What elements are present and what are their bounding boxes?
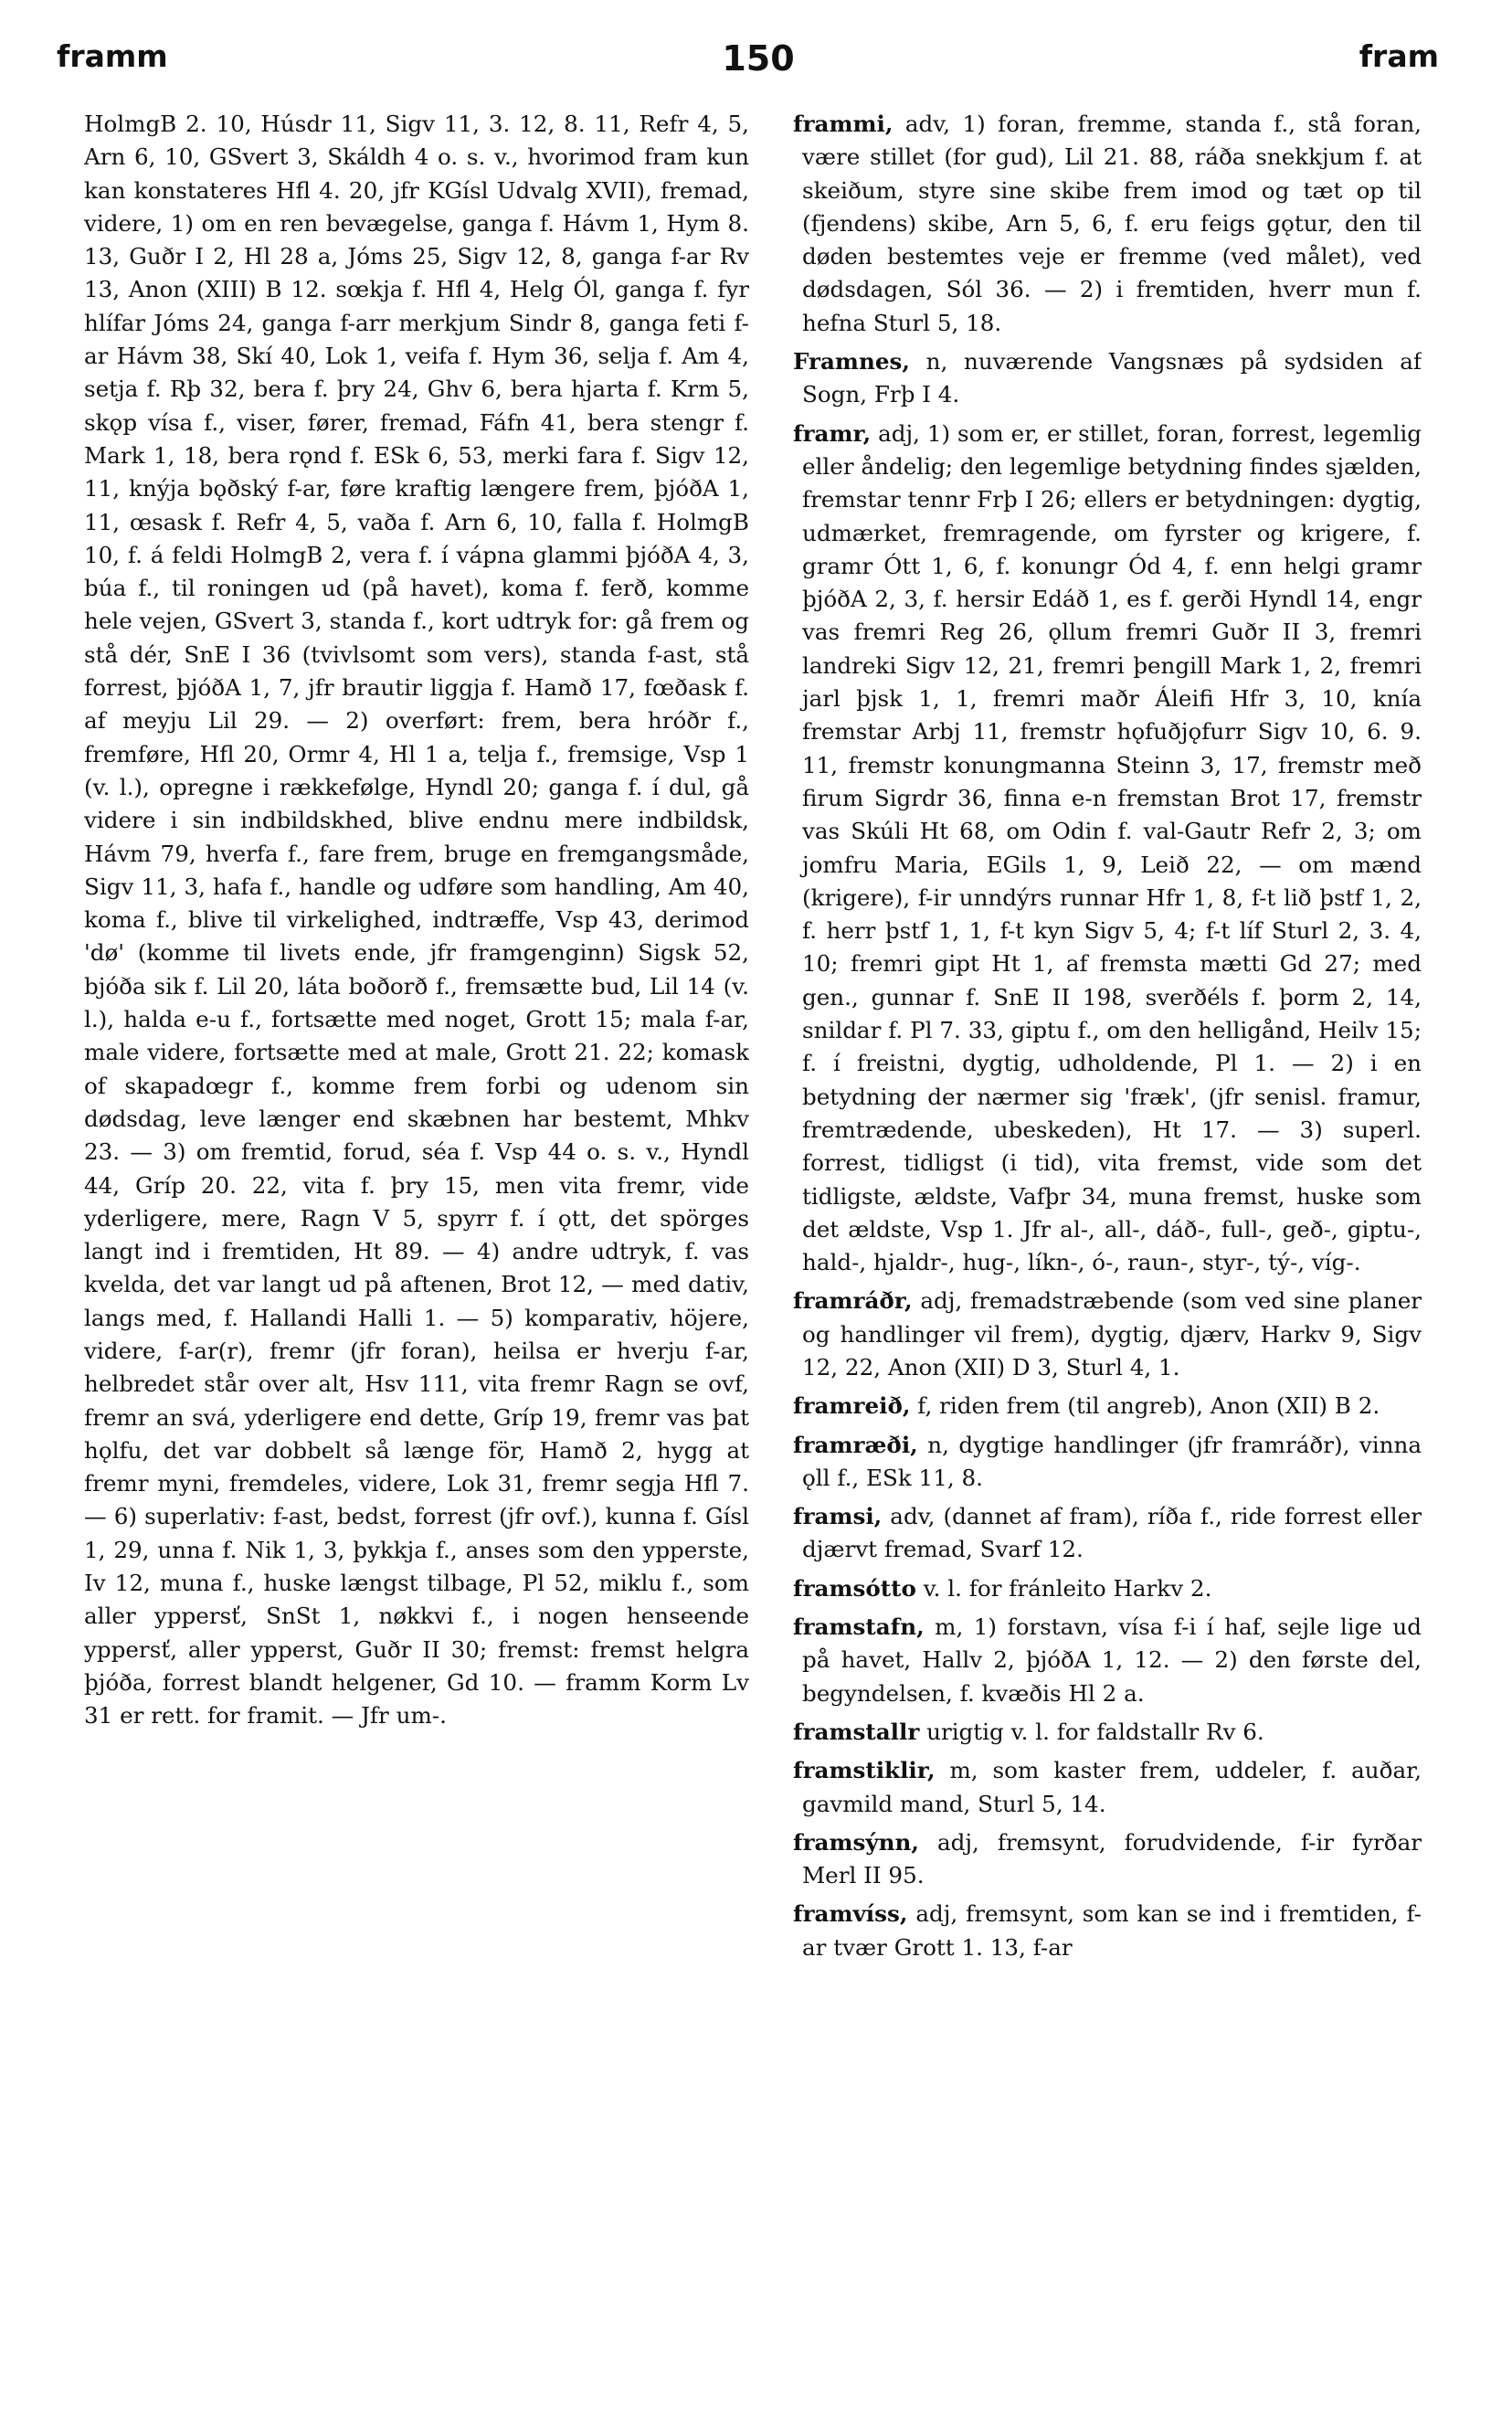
entry-body: m, som kaster frem, uddeler, f. auðar, gavmild mand, Sturl 5, 14. [802,1757,1422,1817]
running-head-right: fram [1359,38,1439,74]
entry-body: adj, 1) som er, er stillet, foran, forrest, legemlig eller åndelig; den legemlige betydning findes sjælden, fremstar tennr Frþ I 26; ellers er betydningen: dygtig, udmærket, fremragende, om fyrster og krigere, f. gramr Ótt 1, 6, f. konungr Ód 4, f. enn helgi gramr þjóðA 2, 3, f. hersir Edáð 1, es f. gerði Hyndl 14, engr vas fremri Reg 26, ǫllum fremri Guðr II 3, fremri landreki Sigv 12, 21, fremri þengill Mark 1, 2, fremri jarl þjsk 1, 1, fremri maðr Áleifi Hfr 3, 10, knía fremstar Arbj 11, fremstr hǫfuðjǫfurr Sigv 10, 6. 9. 11, fremstr konungmanna Steinn 3, 17, fremstr með firum Sigrdr 36, finna e-n fremstan Brot 17, fremstr vas Skúli Ht 68, om Odin f. val-Gautr Refr 2, 3; om jomfru Maria, EGils 1, 9, Leið 22, — om mænd (krigere), f-ir unndýrs runnar Hfr 1, 8, f-t lið þstf 1, 2, f. herr þstf 1, 1, f-t kyn Sigv 5, 4; f-t líf Sturl 2, 3. 4, 10; fremri gipt Ht 1, af fremsta mætti Gd 27; med gen., gunnar f. SnE II 198, sverðéls f. þorm 2, 14, snildar f. Pl 7. 33, giptu f., om den helligånd, Heilv 15; f. í freistni, dygtig, udholdende, Pl 1. — 2) i en betydning der nærmer sig 'fræk', (jfr senisl. framur, fremtrædende, ubeskeden), Ht 17. — 3) superl. forrest, tidligst (i tid), vita fremst, vide som det tidligste, ældste, Vafþr 34, muna fremst, huske som det ældste, Vsp 1. Jfr al-, all-, dáð-, full-, geð-, giptu-, hald-, hjaldr-, hug-, líkn-, ó-, raun-, styr-, tý-, víg-. [802,419,1422,1276]
headword: framráðr, [793,1287,913,1315]
dictionary-entry [793,345,1422,412]
dictionary-entry [793,1572,1422,1605]
headword: framstiklir, [793,1757,936,1784]
entry-body: f, riden frem (til angreb), Anon (XII) B 2. [910,1392,1380,1420]
entry-body: adj, fremsynt, forudvidende, f-ir fyrðar Merl II 95. [802,1828,1422,1889]
dictionary-entry [793,1716,1422,1749]
dictionary-entry [793,1390,1422,1423]
headword: framsi, [793,1503,883,1530]
headword: framreið, [793,1392,911,1420]
dictionary-entry [793,108,1422,340]
headword: frammi, [793,111,893,137]
dictionary-entry [793,1898,1422,1964]
entry-body: adv, (dannet af fram), ríða f., ride forrest eller djærvt fremad, Svarf 12. [802,1503,1422,1563]
entry-body: v. l. for fránleito Harkv 2. [915,1574,1212,1602]
entry-body: adj, fremadstræbende (som ved sine planer og handlinger vil frem), dygtig, djærv, Harkv 9, Sigv 12, 22, Anon (XII) D 3, Sturl 4, 1. [802,1287,1422,1381]
entry-body: n, nuværende Vangsnæs på sydsiden af Sogn, Frþ I 4. [802,348,1422,408]
entry-body: urigtig v. l. for faldstallr Rv 6. [919,1718,1264,1745]
headword: framstallr [793,1718,920,1745]
left-column [84,108,749,2387]
entry-continuation: HolmgB 2. 10, Húsdr 11, Sigv 11, 3. 12, 8. 11, Refr 4, 5, Arn 6, 10, GSvert 3, Skáldh 4 o. s. v., hvorimod fram kun kan konstateres Hfl 4. 20, jfr KGísl Udvalg XVII), fremad, videre, 1) om en ren bevægelse, ganga f. Hávm 1, Hym 8. 13, Guðr I 2, Hl 28 a, Jóms 25, Sigv 12, 8, ganga f-ar Rv 13, Anon (XIII) B 12. sœkja f. Hfl 4, Helg Ól, ganga f. fyr hlífar Jóms 24, ganga f-arr merkjum Sindr 8, ganga feti f-ar Hávm 38, Skí 40, Lok 1, veifa f. Hym 36, selja f. Am 4, setja f. Rþ 32, bera f. þry 24, Ghv 6, bera hjarta f. Krm 5, skǫp vísa f., viser, fører, fremad, Fáfn 41, bera stengr f. Mark 1, 18, bera rǫnd f. ESk 6, 53, merki fara f. Sigv 12, 11, knýja bǫðský f-ar, føre kraftig længere frem, þjóðA 1, 11, œsask f. Refr 4, 5, vaða f. Arn 6, 10, falla f. HolmgB 10, f. á feldi HolmgB 2, vera f. í vápna glammi þjóðA 4, 3, búa f., til roningen ud (på havet), koma f. ferð, komme hele vejen, GSvert 3, standa f., kort udtryk for: gå frem og stå dér, SnE I 36 (tvivlsomt som vers), standa f-ast, stå forrest, þjóðA 1, 7, jfr brautir liggja f. Hamð 17, fœðask f. af meyju Lil 29. — 2) overført: frem, bera hróðr f., fremføre, Hfl 20, Ormr 4, Hl 1 a, telja f., fremsige, Vsp 1 (v. l.), opregne i rækkefølge, Hyndl 20; ganga f. í dul, gå videre i sin indbildskhed, blive endnu mere indbildsk, Hávm 79, hverfa f., fare frem, bruge en fremgangsmåde, Sigv 11, 3, hafa f., handle og udføre som handling, Am 40, koma f., blive til virkelighed, indtræffe, Vsp 43, derimod 'dø' (komme til livets ende, jfr framgenginn) Sigsk 52, bjóða sik f. Lil 20, láta boðorð f., fremsætte bud, Lil 14 (v. l.), halda e-u f., fortsætte med noget, Grott 15; mala f-ar, male videre, fortsætte med at male, Grott 21. 22; komask of skapadœgr f., komme frem forbi og udenom sin dødsdag, leve længer end skæbnen har bestemt, Mhkv 23. — 3) om fremtid, forud, séa f. Vsp 44 o. s. v., Hyndl 44, Gríp 20. 22, vita f. þry 15, men vita fremr, vide yderligere, mere, Ragn V 5, spyrr f. í ǫtt, det spörges langt ind i fremtiden, Ht 89. — 4) andre udtryk, f. vas kvelda, det var langt ud på aftenen, Brot 12, — med dativ, langs med, f. Hallandi Halli 1. — 5) komparativ, höjere, videre, f-ar(r), fremr (jfr foran), heilsa er hverju f-ar, helbredet står over alt, Hsv 111, vita fremr Ragn se ovf, fremr an svá, yderligere end dette, Gríp 19, fremr vas þat hǫlfu, det var dobbelt så længe för, Hamð 2, hygg at fremr myni, fremdeles, videre, Lok 31, fremr segja Hfl 7. — 6) superlativ: f-ast, bedst, forrest (jfr ovf.), kunna f. Gísl 1, 29, unna f. Nik 1, 3, þykkja f., anses som den ypperste, Iv 12, muna f., huske længst tilbage, Pl 52, miklu f., som aller yppersť, SnSt 1, nøkkvi f., i nogen henseende yppersť, aller ypperst, Guðr II 30; fremst: fremst helgra þjóða, forrest blandt helgener, Gd 10. — framm Korm Lv 31 er rett. for framit. — Jfr um-. [84,111,749,1730]
dictionary-entry [793,1611,1422,1710]
headword: framr, [793,419,872,447]
running-head-left: framm [57,38,168,74]
dictionary-entry [793,1754,1422,1821]
entry-body: adj, fremsynt, som kan se ind i fremtiden, f-ar tvær Grott 1. 13, f-ar [802,1900,1422,1961]
dictionary-entry [793,418,1422,1280]
headword: framræði, [793,1431,918,1458]
dictionary-entry [793,1285,1422,1384]
headword: framstafn, [793,1613,925,1641]
headword: Framnes, [793,348,910,376]
dictionary-entry [793,1429,1422,1496]
right-column [793,108,1422,2387]
headword: framsýnn, [793,1828,919,1856]
entry-body: adv, 1) foran, fremme, standa f., stå foran, være stillet (for gud), Lil 21. 88, ráða snekkjum f. at skeiðum, styre sine skibe frem imod og tæt op til (fjendens) skibe, Arn 5, 6, f. eru feigs gǫtur, den til døden bestemtes veje er fremme (ved målet), ved dødsdagen, Sól 36. — 2) i fremtiden, hverr mun f. hefna Sturl 5, 18. [802,111,1422,336]
headword: framsótto [793,1574,916,1602]
dictionary-entry [793,1500,1422,1567]
dictionary-entry [793,1826,1422,1893]
entry-body: m, 1) forstavn, vísa f-i í haf, sejle lige ud på havet, Hallv 2, þjóðA 1, 12. — 2) den første del, begyndelsen, f. kvæðis Hl 2 a. [802,1613,1422,1707]
entry-body: n, dygtige handlinger (jfr framráðr), vinna ǫll f., ESk 11, 8. [802,1431,1422,1491]
page-number: 150 [722,38,795,79]
headword: framvíss, [793,1900,908,1928]
